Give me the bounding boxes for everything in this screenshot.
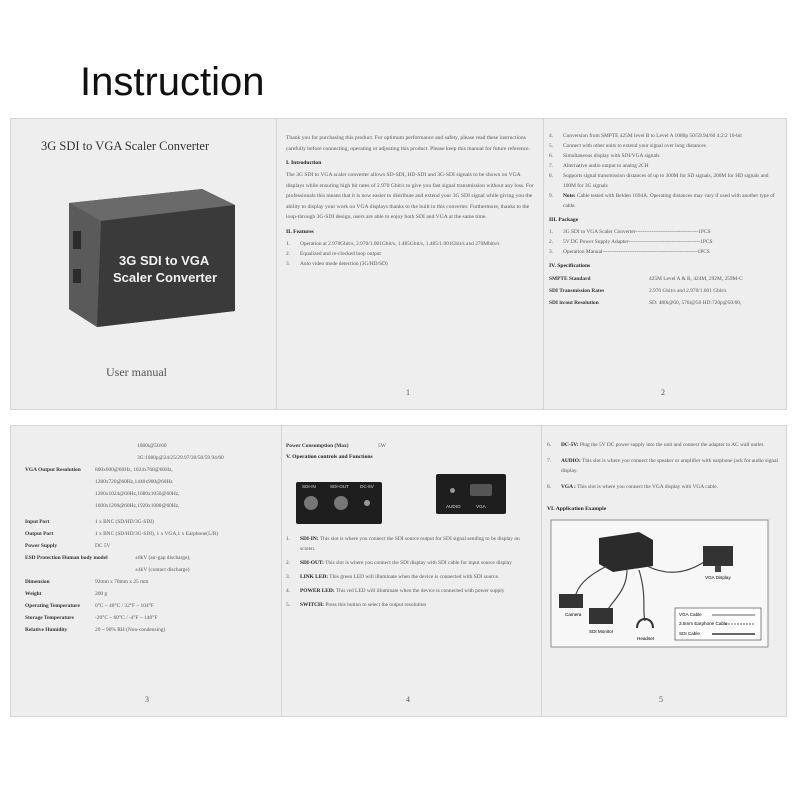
control-item: 2. SDI-OUT: This slot is where you connect the SDI display with SDI cable for input source display xyxy=(286,560,512,566)
page-number: 3 xyxy=(145,695,149,704)
converter-product-image xyxy=(57,183,247,331)
feature-item: 6. Simultaneous display with SDI/VGA signals xyxy=(549,153,660,159)
page-4 xyxy=(25,426,275,716)
package-item: 3. Operation Manual-----------------------------------------------------1PCS xyxy=(549,249,710,255)
package-item: 2. 5V DC Power Supply Adapter----------------------------------------1PCS xyxy=(549,239,713,245)
feature-item: 1. Operation at 2.970Gbit/s, 2.970/1.001Gbit/s, 1.485Gbit/s, 1.485/1.001Gbit/s and 270Mbits/s xyxy=(286,240,500,247)
device-photos xyxy=(286,464,536,526)
page-3 xyxy=(549,119,781,409)
bnc-out-icon xyxy=(334,496,348,510)
cover-title: 3G SDI to VGA Scaler Converter xyxy=(41,139,210,153)
section-title: V. Operation controls and Functions xyxy=(286,454,373,460)
cover-panel xyxy=(11,119,276,409)
label-camera: Camera xyxy=(565,612,582,617)
feature-item: 8. Supports signal transmission distances of up to 300M for SD signals, 200M for HD signals and 100M for 3G signals xyxy=(549,173,769,189)
manual-sheet-top xyxy=(10,118,787,410)
vga-display-icon xyxy=(703,546,733,566)
spec-row: VGA Output Resolution 800x600@60Hz, 1024x768@60Hz, xyxy=(25,467,173,473)
page-number: 4 xyxy=(406,695,410,704)
feature-item: 4. Conversion from SMPTE 425M level B to Level A 1080p 50/59.94/60 4:2:2 10-bit xyxy=(549,133,742,139)
spec-row: Power Supply DC 5V xyxy=(25,543,111,549)
control-item: 6. DC-5V: Plug the 5V DC power supply into the unit and connect the adapter to AC wall outlet. xyxy=(547,442,765,448)
application-diagram xyxy=(547,516,772,651)
feature-item: 5. Connect with other units to extend your signal over long distances xyxy=(549,143,706,149)
section-title: VI. Application Example xyxy=(547,506,607,512)
device-label-line1: 3G SDI to VGA xyxy=(119,253,210,268)
label-headset: Headset xyxy=(637,636,655,641)
page-2 xyxy=(286,119,536,409)
section-title: II. Features xyxy=(286,228,314,235)
fold-line xyxy=(276,119,277,409)
label-sdi-monitor: SDI Monitor xyxy=(589,629,614,634)
audio-jack-icon xyxy=(450,488,455,493)
spec-row: ±4kV (contact discharge) xyxy=(135,567,190,573)
control-item: 3. LINK LED: This green LED will illuminate when the device is connected with SDI source. xyxy=(286,574,500,580)
spec-row: 1280x720@60Hz,1440x900@60Hz xyxy=(95,479,173,485)
page-number: 5 xyxy=(659,695,663,704)
feature-item: 2. Equalized and re-clocked loop output xyxy=(286,250,381,257)
spec-row: Output Port 1 x BNC (SD/HD/3G-SDI), 1 x VGA,1 x Earphone(L/R) xyxy=(25,531,219,537)
spec-row: 1080i@50/60 xyxy=(137,443,167,449)
package-item: 1. 3G SDI to VGA Scaler Converter-----------------------------------1PCS xyxy=(549,229,711,235)
spec-row: SDI Transmission Rates 2.970 Gbit/s and 2.970/1.001 Gbit/s xyxy=(549,288,727,294)
control-item: 5. SWITCH: Press this button to select the output resolution xyxy=(286,602,427,608)
vga-port-icon xyxy=(470,484,492,496)
fold-line xyxy=(281,426,282,716)
spec-row: 3G:1080p@24/25/29.97/30/50/59.94/60 xyxy=(137,455,224,461)
spec-row: ESD Protection Human body model ±8kV (air-gap discharge), xyxy=(25,555,191,561)
label-vga-display: VGA Display xyxy=(705,575,731,580)
svg-text:VGA Cable: VGA Cable xyxy=(679,612,702,617)
control-item: 7. AUDIO: This slot is where you connect the speaker or amplifier with earphone jack for audio signal display. xyxy=(547,458,778,474)
page-number: 1 xyxy=(406,388,410,397)
device-label-line2: Scaler Converter xyxy=(113,270,218,285)
fold-line xyxy=(541,426,542,716)
svg-text:3.5mm Earphone Cable: 3.5mm Earphone Cable xyxy=(679,621,728,626)
intro-text: Thank you for purchasing this product. For optimum performance and safety, please read these instructions carefully before connecting, operating or adjusting this product. Please keep this manual for future reference. xyxy=(286,135,531,152)
control-item: 1. SDI-IN: This slot is where you connect the SDI source output for SDI signal sending to be display on screen. xyxy=(286,536,520,552)
spec-row: Power Consumption (Max) 5W xyxy=(286,443,386,449)
spec-row: SMPTE Standard 425M Level A & B, 424M, 292M, 259M-C xyxy=(549,276,743,282)
page-6 xyxy=(547,426,779,716)
bnc-in-icon xyxy=(304,496,318,510)
sdi-monitor-icon xyxy=(589,608,613,624)
manual-sheet-bottom xyxy=(10,425,787,717)
fold-line xyxy=(543,119,544,409)
feature-item: 3. Auto video mode detection (3G/HD/SD) xyxy=(286,260,388,267)
svg-text:SDI Cable: SDI Cable xyxy=(679,631,700,636)
page-5 xyxy=(286,426,536,716)
section-title: IV. Specifications xyxy=(549,263,591,269)
spec-row: Input Port 1 x BNC (SD/HD/3G-SDI) xyxy=(25,519,154,525)
section-title: I. Introduction xyxy=(286,160,322,166)
heading: Instruction xyxy=(80,60,265,104)
spec-row: Operating Temperature 0°C ~ 40°C / 32°F ~ 104°F xyxy=(25,603,154,609)
control-item: 8. VGA : This slot is where you connect the VGA display with VGA cable. xyxy=(547,484,718,490)
rear-panel-photo: AUDIO VGA xyxy=(436,474,506,514)
spec-row: 1280x1024@60Hz,1680x1050@60Hz, xyxy=(95,491,180,497)
introduction-text: The 3G SDI to VGA scaler converter allows SD-SDI, HD-SDI and 3G-SDI signals to be shown on VGA displays while ensuring high bit rates of 2.970 Gbit/s to give you fast signal transmission without any loss. For professionals this means that it is now easier to distribute and extend your 3G SDI signal while giving you the ability to display your work on VGA displays thanks to the built in this converter. Furthermore, thanks to the loop-through 3G-SDI design, users are able to enjoy both SDI and VGA at the same time. xyxy=(286,172,534,220)
spec-row: SDI in/out Resolution SD: 480i@60, 576i@50 HD:720p@50/60, xyxy=(549,300,742,306)
front-panel-photo: SDI-IN SDI-OUT DC-5V xyxy=(296,482,382,524)
feature-item: 9. Note: Cable tested with Belden 1694A. Operating distances may vary if used with another type of cable. xyxy=(549,193,775,209)
spec-row: Dimension 92mm x 70mm x 25 mm xyxy=(25,579,149,585)
spec-row: Relative Humidity 20 ~ 90% RH (Non-condensing) xyxy=(25,627,166,633)
control-item: 4. POWER LED: This red LED will illuminate when the device is connected with power supply xyxy=(286,588,505,594)
spec-row: 1600x1200@60Hz,1920x1080@60Hz, xyxy=(95,503,180,509)
spec-row: Storage Temperature -20°C ~ 60°C / -4°F ~ 140°F xyxy=(25,615,158,621)
feature-item: 7. Alternative audio output to analog 2CH xyxy=(549,163,649,169)
page-number: 2 xyxy=(661,388,665,397)
section-title: III. Package xyxy=(549,217,579,223)
dc-jack-icon xyxy=(364,500,370,506)
spec-row: Weight 200 g xyxy=(25,591,108,597)
cover-footer: User manual xyxy=(106,365,167,379)
camera-icon xyxy=(559,594,583,608)
